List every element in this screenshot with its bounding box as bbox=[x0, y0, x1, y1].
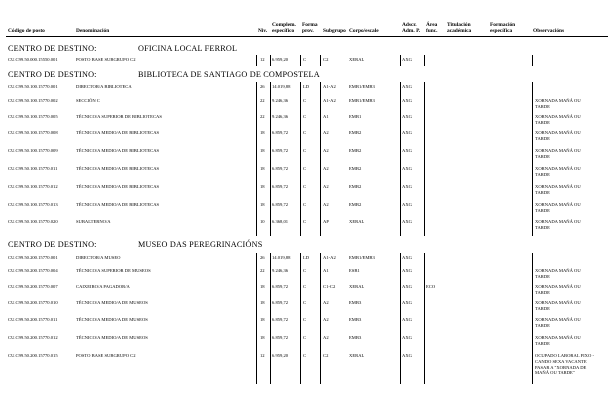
cell-corpo: EMB1/EMB3 bbox=[349, 98, 375, 103]
cell-subgrupo: A2 bbox=[323, 335, 329, 340]
column-separator bbox=[320, 253, 321, 384]
cell-forma: C bbox=[303, 57, 307, 62]
header-subgrupo: Subgrupo bbox=[323, 28, 346, 34]
cell-corpo: EMB2 bbox=[349, 148, 362, 153]
cell-corpo: XERAL bbox=[349, 284, 365, 289]
cell-corpo: XERAL bbox=[349, 219, 365, 224]
cell-niv: 12 bbox=[260, 57, 265, 62]
cell-forma: C bbox=[303, 268, 307, 273]
cell-forma: C bbox=[303, 317, 307, 322]
cell-corpo: EMB2 bbox=[349, 166, 362, 171]
section-label: CENTRO DE DESTINO: bbox=[8, 70, 97, 79]
cell-adscripcion: AXG bbox=[402, 284, 412, 289]
column-separator bbox=[400, 55, 401, 66]
cell-forma: C bbox=[303, 284, 307, 289]
cell-codigo: CU.C99.50.100.15770.009 bbox=[8, 148, 58, 153]
cell-denominacion: TÉCNICO/A MEDIO/A DE BIBLIOTECAS bbox=[76, 184, 160, 189]
cell-observacions: TARDE bbox=[535, 289, 550, 295]
cell-adscripcion: AXG bbox=[402, 98, 412, 103]
column-separator bbox=[320, 82, 321, 236]
cell-codigo: CU.C99.50.100.15770.001 bbox=[8, 84, 58, 89]
cell-corpo: EMB3 bbox=[349, 335, 362, 340]
column-separator bbox=[424, 55, 425, 66]
cell-forma: C bbox=[303, 98, 307, 103]
cell-subgrupo: A1-A2 bbox=[323, 84, 336, 89]
header-adm-p: Adm. P. bbox=[402, 28, 421, 34]
cell-codigo: CU.C99.50.200.15770.015 bbox=[8, 353, 58, 358]
cell-subgrupo: A2 bbox=[323, 130, 329, 135]
cell-codigo: CU.C99.50.100.15770.020 bbox=[8, 219, 58, 224]
cell-adscripcion: AXG bbox=[402, 219, 412, 224]
cell-subgrupo: A1 bbox=[323, 268, 329, 273]
cell-observacions: TARDE bbox=[535, 119, 550, 125]
column-separator bbox=[400, 82, 401, 236]
cell-forma: C bbox=[303, 353, 307, 358]
cell-complemento: 6.859,72 bbox=[272, 184, 289, 189]
cell-denominacion: POSTO BASE SUBGRUPO C2 bbox=[76, 57, 136, 62]
cell-observacions: XORNADA MAÑÁ OU bbox=[535, 284, 581, 289]
cell-observacions: TARDE bbox=[535, 189, 550, 195]
cell-adscripcion: AXG bbox=[402, 353, 412, 358]
header-corpo: Corpo/escale bbox=[349, 28, 379, 34]
cell-denominacion: POSTO BASE SUBGRUPO C2 bbox=[76, 353, 136, 358]
cell-complemento: 6.859,72 bbox=[272, 300, 289, 305]
cell-codigo: CU.C99.50.200.15770.012 bbox=[8, 335, 58, 340]
section-name: BIBLIOTECA DE SANTIAGO DE COMPOSTELA bbox=[138, 70, 320, 79]
cell-niv: 22 bbox=[260, 114, 265, 119]
cell-corpo: EMB1 bbox=[349, 114, 362, 119]
cell-codigo: CU.C99.50.100.15770.002 bbox=[8, 98, 58, 103]
cell-denominacion: DIRECTOR/A MUSEO bbox=[76, 255, 121, 260]
column-separator bbox=[300, 253, 301, 384]
cell-niv: 22 bbox=[260, 268, 265, 273]
cell-observacions: TARDE bbox=[535, 224, 550, 230]
header-complem: Complem. bbox=[272, 22, 296, 28]
cell-complemento: 9.246,36 bbox=[272, 114, 289, 119]
cell-denominacion: SUBALTERNO/A bbox=[76, 219, 111, 224]
cell-adscripcion: AXG bbox=[402, 166, 412, 171]
cell-observacions: XORNADA MAÑÁ OU bbox=[535, 335, 581, 340]
cell-observacions: TARDE bbox=[535, 322, 550, 328]
cell-complemento: 6.959,20 bbox=[272, 353, 289, 358]
cell-observacions: XORNADA MAÑÁ OU bbox=[535, 130, 581, 135]
cell-subgrupo: A2 bbox=[323, 300, 329, 305]
cell-codigo: CU.C99.50.200.15770.011 bbox=[8, 317, 58, 322]
column-separator bbox=[270, 55, 271, 66]
cell-observacions: TARDE bbox=[535, 135, 550, 141]
cell-denominacion: DIRECTOR/A BIBLIOTECA bbox=[76, 84, 132, 89]
cell-niv: 18 bbox=[260, 284, 265, 289]
cell-adscripcion: AXG bbox=[402, 130, 412, 135]
cell-complemento: 6.859,72 bbox=[272, 148, 289, 153]
cell-corpo: EMB1/EMB3 bbox=[349, 255, 375, 260]
cell-forma: C bbox=[303, 335, 307, 340]
cell-forma: C bbox=[303, 219, 307, 224]
cell-corpo: XERAL bbox=[349, 57, 365, 62]
cell-observacions: XORNADA MAÑÁ OU bbox=[535, 219, 581, 224]
cell-forma: C bbox=[303, 166, 307, 171]
cell-niv: 10 bbox=[260, 219, 265, 224]
cell-subgrupo: AP bbox=[323, 219, 329, 224]
cell-denominacion: TÉCNICO/A SUPERIOR DE BIBLIOTECAS bbox=[76, 114, 162, 119]
cell-codigo: CU.C99.50.200.15770.007 bbox=[8, 284, 58, 289]
column-separator bbox=[424, 82, 425, 236]
column-separator bbox=[270, 82, 271, 236]
cell-area: ECO bbox=[426, 284, 436, 289]
cell-complemento: 6.959,20 bbox=[272, 57, 289, 62]
section-name: MUSEO DAS PEREGRINACIÓNS bbox=[138, 240, 263, 249]
cell-denominacion: TÉCNICO/A MEDIO/A DE MUSEOS bbox=[76, 335, 148, 340]
header-academica: académica bbox=[447, 28, 472, 34]
cell-forma: C bbox=[303, 300, 307, 305]
cell-codigo: CU.C99.50.200.15770.004 bbox=[8, 268, 58, 273]
cell-niv: 18 bbox=[260, 335, 265, 340]
cell-codigo: CU.C99.50.100.15770.012 bbox=[8, 184, 58, 189]
cell-observacions: XORNADA MAÑÁ OU bbox=[535, 114, 581, 119]
cell-forma: C bbox=[303, 130, 307, 135]
cell-forma: C bbox=[303, 148, 307, 153]
cell-denominacion: TÉCNICO/A SUPERIOR DE MUSEOS bbox=[76, 268, 151, 273]
cell-denominacion: TÉCNICO/A MEDIO/A DE BIBLIOTECAS bbox=[76, 166, 160, 171]
cell-subgrupo: A1-A2 bbox=[323, 98, 336, 103]
cell-subgrupo: C2 bbox=[323, 353, 329, 358]
cell-codigo: CU.C99.50.100.15770.011 bbox=[8, 166, 58, 171]
cell-denominacion: TÉCNICO/A MEDIO/A DE BIBLIOTECAS bbox=[76, 202, 160, 207]
cell-adscripcion: AXG bbox=[402, 57, 412, 62]
cell-subgrupo: C1-C2 bbox=[323, 284, 336, 289]
cell-observacions: MAÑÁ OU TARDE" bbox=[535, 370, 575, 376]
cell-observacions: XORNADA MAÑÁ OU bbox=[535, 202, 581, 207]
header-codigo: Código de posto bbox=[8, 28, 45, 34]
cell-complemento: 6.859,72 bbox=[272, 202, 289, 207]
cell-corpo: EMB2 bbox=[349, 130, 362, 135]
header-forma: Forma bbox=[302, 22, 318, 28]
cell-observacions: XORNADA MAÑÁ OU bbox=[535, 166, 581, 171]
cell-observacions: XORNADA MAÑÁ OU bbox=[535, 317, 581, 322]
column-separator bbox=[424, 253, 425, 384]
cell-niv: 18 bbox=[260, 202, 265, 207]
cell-complemento: 6.859,72 bbox=[272, 166, 289, 171]
cell-forma: C bbox=[303, 114, 307, 119]
cell-codigo: CU.C99.50.100.15770.008 bbox=[8, 130, 58, 135]
cell-niv: 18 bbox=[260, 317, 265, 322]
cell-codigo: CU.C99.50.200.15770.001 bbox=[8, 255, 58, 260]
header-rule bbox=[6, 36, 608, 37]
cell-subgrupo: A2 bbox=[323, 184, 329, 189]
cell-forma: C bbox=[303, 202, 307, 207]
cell-subgrupo: A2 bbox=[323, 148, 329, 153]
cell-adscripcion: AXG bbox=[402, 114, 412, 119]
cell-observacions: XORNADA MAÑÁ OU bbox=[535, 98, 581, 103]
section-label: CENTRO DE DESTINO: bbox=[8, 240, 97, 249]
cell-adscripcion: AXG bbox=[402, 84, 412, 89]
header-area: Área bbox=[426, 22, 438, 28]
cell-niv: 18 bbox=[260, 166, 265, 171]
cell-corpo: XERAL bbox=[349, 353, 365, 358]
header-func: func. bbox=[426, 28, 438, 34]
column-separator bbox=[400, 253, 401, 384]
cell-niv: 26 bbox=[260, 84, 265, 89]
column-separator bbox=[300, 82, 301, 236]
column-separator bbox=[300, 55, 301, 66]
cell-denominacion: TÉCNICO/A MEDIO/A DE BIBLIOTECAS bbox=[76, 148, 160, 153]
column-separator bbox=[532, 82, 533, 236]
cell-forma: LD bbox=[303, 255, 310, 260]
column-separator bbox=[256, 82, 257, 236]
cell-niv: 26 bbox=[260, 255, 265, 260]
cell-denominacion: TÉCNICO/A MEDIO/A DE BIBLIOTECAS bbox=[76, 130, 160, 135]
cell-observacions: TARDE bbox=[535, 207, 550, 213]
cell-corpo: EMB3 bbox=[349, 300, 362, 305]
cell-complemento: 14.019,88 bbox=[272, 255, 291, 260]
cell-subgrupo: A2 bbox=[323, 202, 329, 207]
cell-niv: 22 bbox=[260, 98, 265, 103]
cell-complemento: 9.246,36 bbox=[272, 98, 289, 103]
cell-observacions: TARDE bbox=[535, 153, 550, 159]
cell-niv: 18 bbox=[260, 300, 265, 305]
section-label: CENTRO DE DESTINO: bbox=[8, 44, 97, 53]
header-especifica: específica bbox=[490, 28, 513, 34]
column-separator bbox=[256, 55, 257, 66]
cell-complemento: 6.368,01 bbox=[272, 219, 289, 224]
cell-corpo: EMB1/EMB3 bbox=[349, 84, 375, 89]
cell-observacions: TARDE bbox=[535, 171, 550, 177]
cell-subgrupo: A1-A2 bbox=[323, 255, 336, 260]
section-name: OFICINA LOCAL FERROL bbox=[138, 44, 238, 53]
cell-observacions: XORNADA MAÑÁ OU bbox=[535, 300, 581, 305]
cell-complemento: 14.019,88 bbox=[272, 84, 291, 89]
cell-adscripcion: AXG bbox=[402, 317, 412, 322]
header-titulacion: Titulación bbox=[447, 22, 471, 28]
cell-niv: 18 bbox=[260, 184, 265, 189]
cell-adscripcion: AXG bbox=[402, 255, 412, 260]
column-separator bbox=[532, 253, 533, 384]
cell-observacions: CANDO SEXA VACANTE bbox=[535, 358, 587, 364]
cell-adscripcion: AXG bbox=[402, 202, 412, 207]
cell-complemento: 6.859,72 bbox=[272, 317, 289, 322]
cell-codigo: CU.C99.50.100.15770.013 bbox=[8, 202, 58, 207]
cell-niv: 18 bbox=[260, 130, 265, 135]
cell-adscripcion: AXG bbox=[402, 335, 412, 340]
column-separator bbox=[320, 55, 321, 66]
header-especifico: específico bbox=[272, 28, 295, 34]
cell-niv: 18 bbox=[260, 148, 265, 153]
cell-complemento: 6.859,72 bbox=[272, 284, 289, 289]
column-separator bbox=[532, 55, 533, 66]
cell-observacions: XORNADA MAÑÁ OU bbox=[535, 268, 581, 273]
column-separator bbox=[256, 253, 257, 384]
cell-observacions: TARDE bbox=[535, 273, 550, 279]
cell-subgrupo: A2 bbox=[323, 317, 329, 322]
column-separator bbox=[270, 253, 271, 384]
cell-subgrupo: A2 bbox=[323, 166, 329, 171]
cell-corpo: ESB1 bbox=[349, 268, 360, 273]
cell-forma: C bbox=[303, 184, 307, 189]
cell-observacions: TARDE bbox=[535, 305, 550, 311]
header-denominacion: Denominación bbox=[76, 28, 110, 34]
cell-denominacion: SECCIÓN C bbox=[76, 98, 100, 103]
cell-complemento: 9.246,36 bbox=[272, 268, 289, 273]
header-formacion: Formación bbox=[490, 22, 516, 28]
cell-observacions: TARDE bbox=[535, 103, 550, 109]
cell-observacions: TARDE bbox=[535, 340, 550, 346]
cell-niv: 12 bbox=[260, 353, 265, 358]
cell-adscripcion: AXG bbox=[402, 148, 412, 153]
header-observacions: Observacións bbox=[533, 28, 565, 34]
cell-observacions: PASAR A "XORNADA DE bbox=[535, 364, 587, 370]
cell-complemento: 6.859,72 bbox=[272, 335, 289, 340]
cell-observacions: XORNADA MAÑÁ OU bbox=[535, 148, 581, 153]
cell-subgrupo: A1 bbox=[323, 114, 329, 119]
cell-codigo: CU.C99.50.200.15770.010 bbox=[8, 300, 58, 305]
cell-adscripcion: AXG bbox=[402, 184, 412, 189]
cell-corpo: EMB2 bbox=[349, 184, 362, 189]
header-niv: Niv. bbox=[258, 28, 268, 34]
cell-denominacion: TÉCNICO/A MEDIO/A DE MUSEOS bbox=[76, 300, 148, 305]
cell-forma: LD bbox=[303, 84, 310, 89]
cell-observacions: OCUPADO LABORAL FIXO - bbox=[535, 353, 595, 358]
cell-corpo: EMB2 bbox=[349, 202, 362, 207]
cell-denominacion: CAIXEIRO/A PAGADOR/A bbox=[76, 284, 130, 289]
cell-corpo: EMB3 bbox=[349, 317, 362, 322]
cell-codigo: CU.C99.50.000.15550.001 bbox=[8, 57, 58, 62]
header-adscr: Adscr. bbox=[402, 22, 417, 28]
cell-observacions: XORNADA MAÑÁ OU bbox=[535, 184, 581, 189]
cell-denominacion: TÉCNICO/A MEDIO/A DE MUSEOS bbox=[76, 317, 148, 322]
cell-adscripcion: AXG bbox=[402, 268, 412, 273]
cell-adscripcion: AXG bbox=[402, 300, 412, 305]
header-prov: prov. bbox=[302, 28, 314, 34]
cell-codigo: CU.C99.50.100.15770.005 bbox=[8, 114, 58, 119]
cell-subgrupo: C2 bbox=[323, 57, 329, 62]
cell-complemento: 6.859,72 bbox=[272, 130, 289, 135]
